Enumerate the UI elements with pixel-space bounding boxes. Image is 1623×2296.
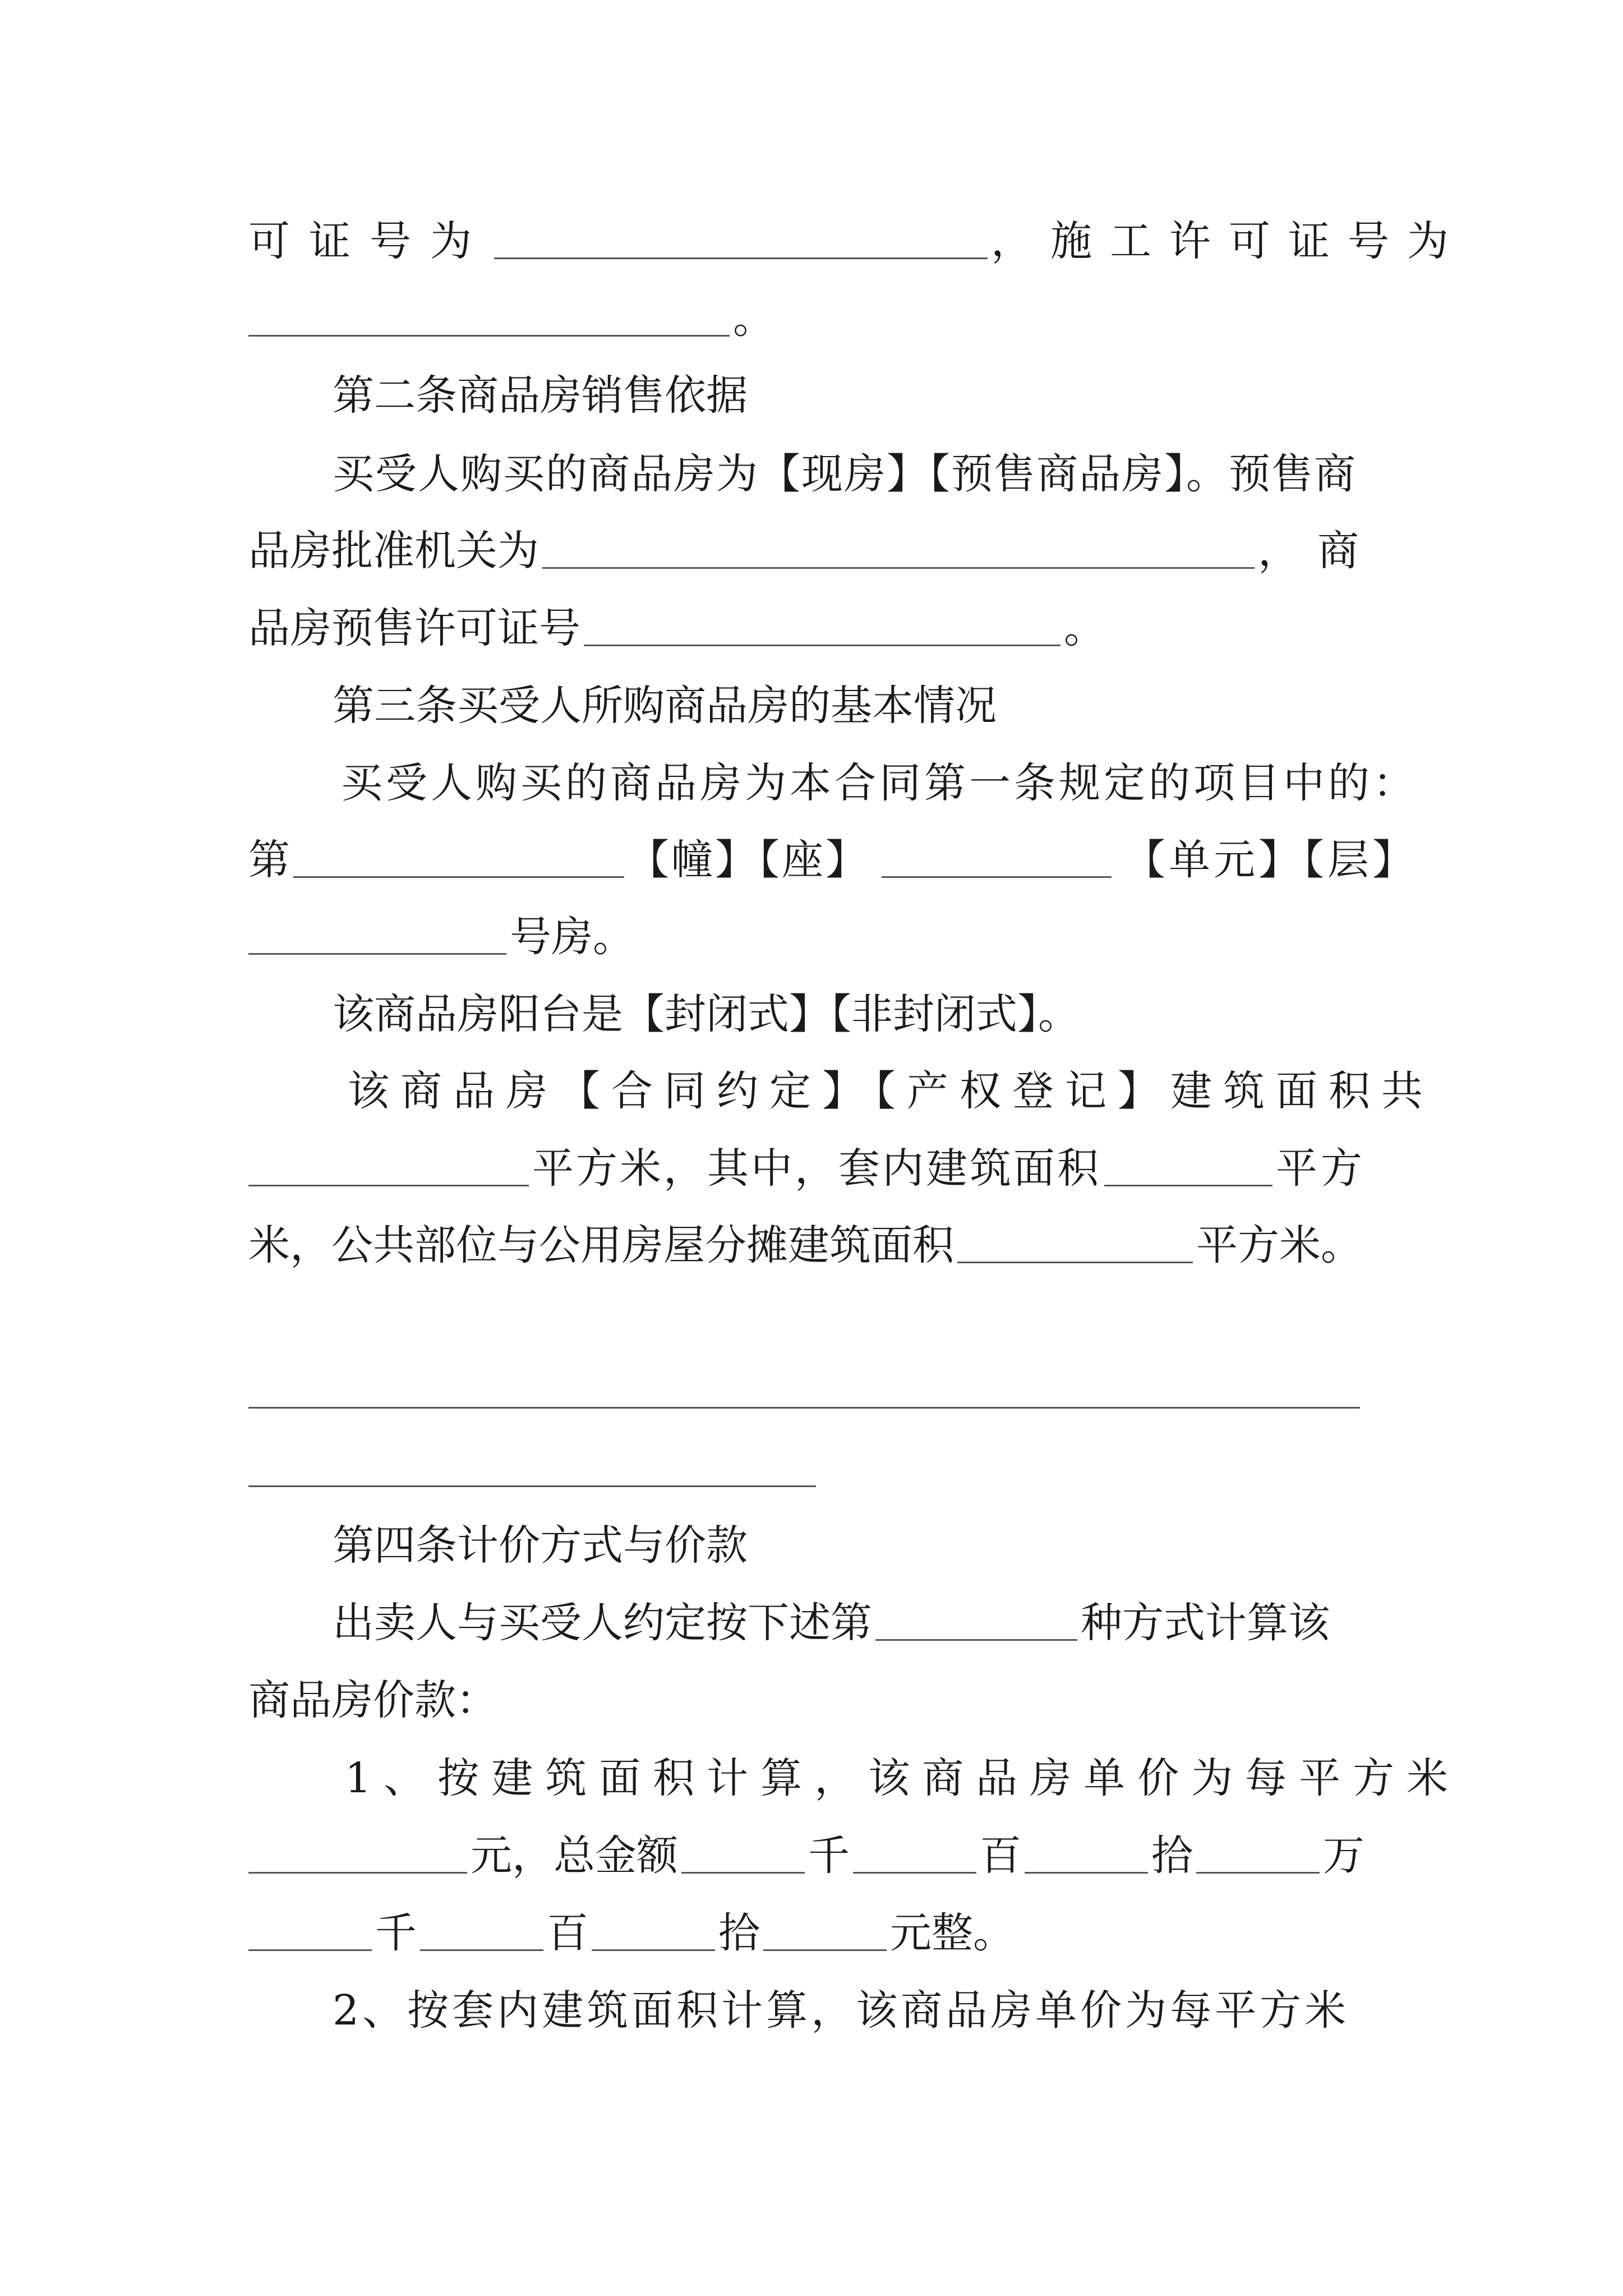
amount-digit-blank[interactable] [1025, 1837, 1148, 1874]
text-segment: 种方式计算该 [1081, 1599, 1330, 1647]
method-2-line [333, 1982, 1349, 2039]
unit-price-blank[interactable] [248, 1837, 467, 1874]
text-segment: 该商品房阳台是【封闭式】【非封闭式】。 [333, 990, 1080, 1038]
total-amount-line-2 [248, 1905, 1015, 1961]
article-2-heading [333, 367, 748, 424]
text-segment: 出卖人与买受人约定按下述第 [333, 1599, 872, 1647]
amount-digit-blank[interactable] [592, 1915, 715, 1951]
text-segment: 品房预售许可证号 [248, 604, 580, 652]
text-segment: 平方米。 [1196, 1221, 1362, 1269]
text-segment: 商品房价款： [248, 1676, 497, 1724]
text-segment: 百 [980, 1832, 1021, 1880]
text-segment: 2、按套内建筑面积计算，该商品房单价为每平方米 [333, 1986, 1350, 2035]
text-segment: 买受人购买的商品房为【现房】【预售商品房】。预售商 [333, 450, 1357, 498]
amount-digit-blank[interactable] [853, 1837, 976, 1874]
approval-authority-line [248, 523, 1377, 579]
balcony-line [333, 986, 1080, 1042]
paragraph-line [341, 755, 1418, 811]
unit-number-blank[interactable] [882, 841, 1112, 878]
text-segment: 拾 [718, 1909, 760, 1957]
approval-authority-blank[interactable] [542, 532, 1255, 569]
text-segment: 元整。 [890, 1909, 1015, 1957]
room-number-blank[interactable] [248, 918, 506, 955]
amount-digit-blank[interactable] [681, 1837, 805, 1874]
pricing-method-line [333, 1595, 1330, 1651]
text-segment: 拾 [1151, 1832, 1193, 1880]
heading-text: 第三条买受人所购商品房的基本情况 [333, 682, 997, 730]
text-segment: 品房批准机关为 [248, 527, 539, 575]
text-segment: 买受人购买的商品房为本合同第一条规定的项目中的： [341, 759, 1418, 807]
blank-rule-short[interactable] [248, 1485, 816, 1487]
planning-permit-blank[interactable] [494, 223, 988, 259]
text-segment: 该商品房【合同约定】【产权登记】建筑面积共 [348, 1067, 1434, 1115]
text-segment: 第 [248, 836, 290, 884]
shared-area-blank[interactable] [957, 1227, 1193, 1263]
construction-permit-blank[interactable] [248, 300, 730, 337]
text-segment: 【单元】【层】 [1124, 836, 1417, 884]
room-number-line [248, 909, 634, 965]
unit-location-line [248, 832, 1417, 888]
text-segment: 。 [733, 295, 774, 343]
interior-area-blank[interactable] [1104, 1150, 1272, 1186]
construction-permit-line [248, 291, 774, 347]
text-segment: 万 [1323, 1832, 1364, 1880]
presale-permit-line [248, 600, 1105, 656]
text-segment: 百 [547, 1909, 588, 1957]
text-segment: 千 [808, 1832, 850, 1880]
total-amount-line-1 [248, 1828, 1364, 1884]
text-segment: 1、按建筑面积计算，该商品房单价为每平方米 [345, 1754, 1461, 1802]
text-segment: 号房。 [510, 913, 634, 961]
article-4-heading [333, 1517, 748, 1573]
heading-text: 第二条商品房销售依据 [333, 371, 748, 420]
text-segment: 。 [1064, 604, 1105, 652]
area-intro-line [348, 1063, 1434, 1119]
permit-number-line [248, 213, 1467, 269]
article-3-heading [333, 678, 997, 734]
text-segment: ，商 [1258, 527, 1377, 575]
text-segment: 可证号为 [248, 217, 491, 265]
method-1-line [345, 1750, 1460, 1806]
paragraph-line [248, 1672, 497, 1728]
amount-digit-blank[interactable] [420, 1915, 543, 1951]
heading-text: 第四条计价方式与价款 [333, 1521, 748, 1570]
method-number-blank[interactable] [875, 1604, 1077, 1641]
blank-rule-long[interactable] [248, 1407, 1360, 1409]
text-segment: 【幢】【座】 [628, 836, 869, 884]
total-area-blank[interactable] [248, 1150, 529, 1186]
amount-digit-blank[interactable] [1196, 1837, 1320, 1874]
text-segment: 平方 [1276, 1144, 1366, 1193]
paragraph-line [333, 446, 1357, 502]
amount-digit-blank[interactable] [763, 1915, 887, 1951]
presale-permit-blank[interactable] [584, 610, 1061, 646]
text-segment: 米，公共部位与公用房屋分摊建筑面积 [248, 1221, 954, 1269]
text-segment: 千 [375, 1909, 417, 1957]
text-segment: 平方米，其中，套内建筑面积 [532, 1144, 1101, 1193]
text-segment: ，施工许可证号为 [991, 217, 1467, 265]
text-segment: 元，总金额 [471, 1832, 678, 1880]
amount-digit-blank[interactable] [248, 1915, 372, 1951]
area-line [248, 1140, 1366, 1197]
building-number-blank[interactable] [293, 841, 624, 878]
shared-area-line [248, 1217, 1362, 1273]
